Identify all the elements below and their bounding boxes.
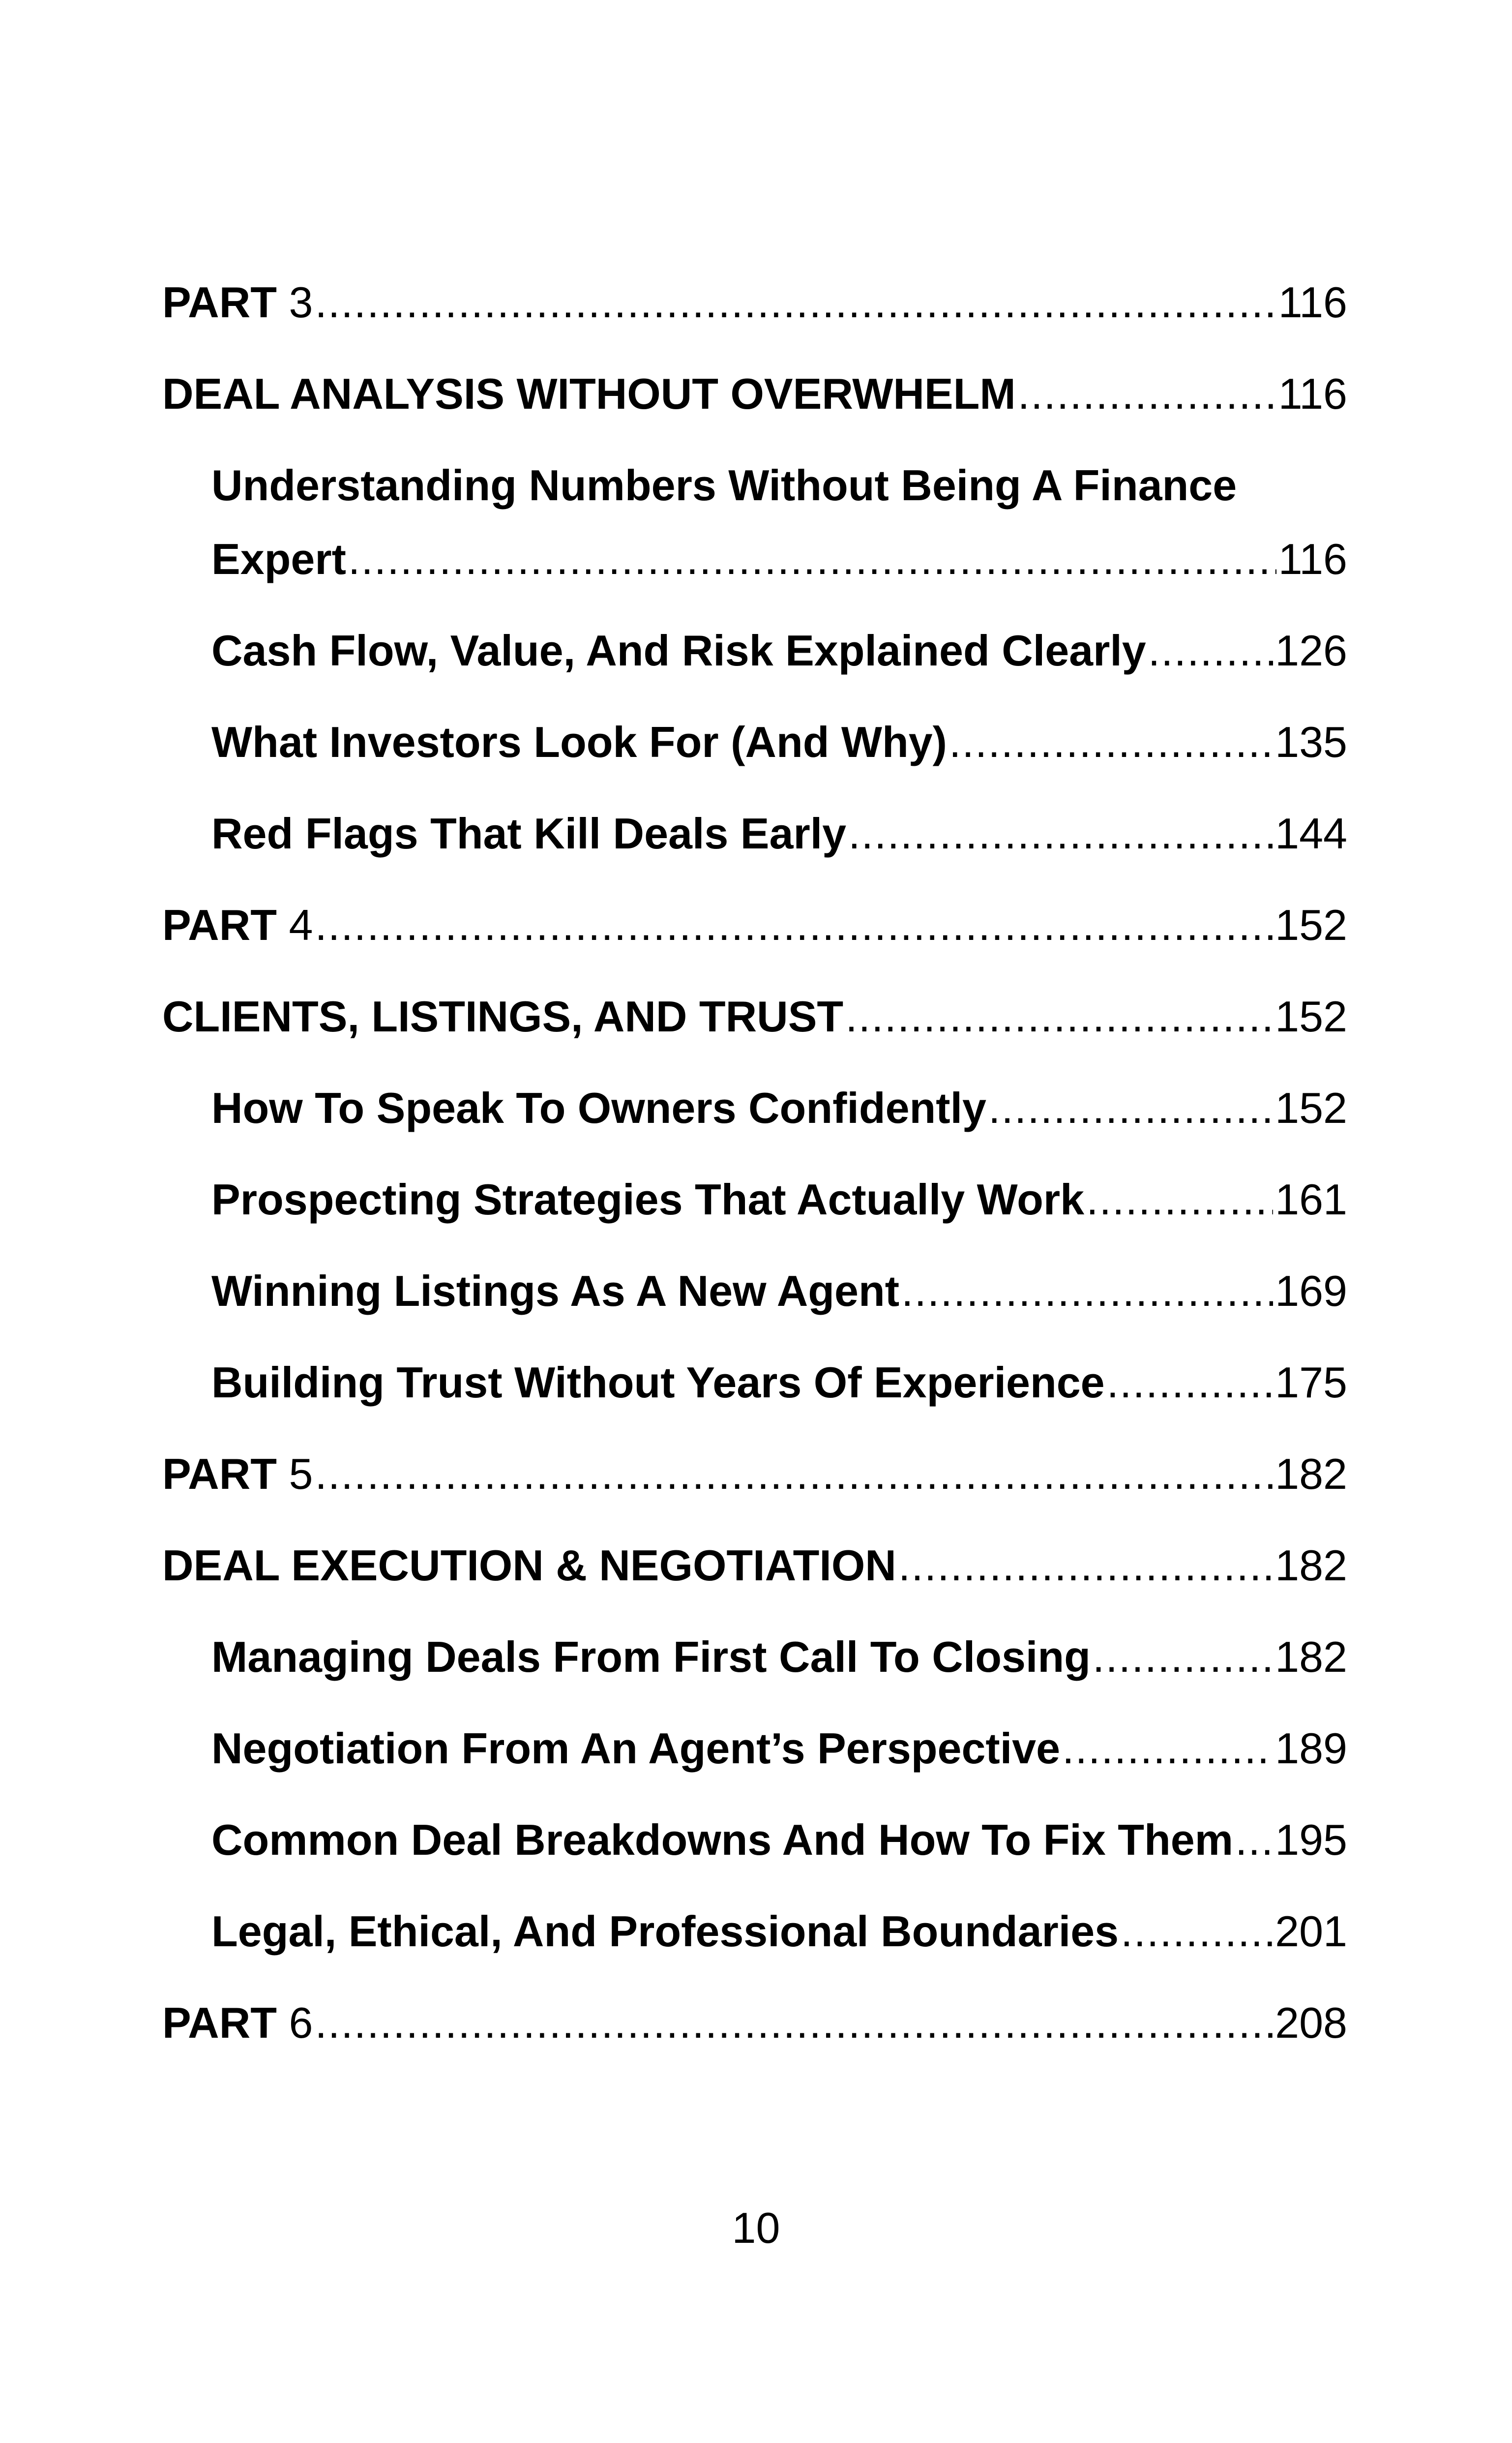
toc-page-number: 116 (1278, 278, 1347, 327)
dot-leader (898, 1529, 1273, 1602)
dot-leader (1107, 1346, 1274, 1419)
toc-page-number: 182 (1275, 1632, 1347, 1681)
toc-entry-title: Managing Deals From First Call To Closing (211, 1632, 1091, 1681)
toc-entry-title: Winning Listings As A New Agent (211, 1267, 900, 1315)
dot-leader (1093, 1620, 1273, 1694)
toc-entry-title: CLIENTS, LISTINGS, AND TRUST (162, 992, 844, 1041)
dot-leader (348, 522, 1276, 596)
toc-entry-deal-execution[interactable] (162, 1529, 1347, 1602)
toc-page-number: 126 (1275, 626, 1347, 675)
toc-page-number: 201 (1275, 1907, 1347, 1956)
table-of-contents (162, 266, 1347, 2078)
toc-page-number: 116 (1278, 369, 1347, 418)
toc-entry-prospecting[interactable] (211, 1163, 1347, 1237)
toc-entry-what-investors[interactable] (211, 705, 1347, 779)
toc-entry-red-flags[interactable] (211, 797, 1347, 871)
toc-entry-building-trust[interactable] (211, 1346, 1347, 1419)
toc-entry-winning-listings[interactable] (211, 1254, 1347, 1328)
toc-page-number: 195 (1275, 1815, 1347, 1864)
toc-entry-title: How To Speak To Owners Confidently (211, 1084, 986, 1132)
toc-entry-deal-analysis[interactable] (162, 357, 1347, 431)
toc-entry-negotiation[interactable] (211, 1712, 1347, 1785)
toc-page-number: 152 (1275, 992, 1347, 1041)
dot-leader (315, 1437, 1273, 1511)
dot-leader (848, 797, 1273, 871)
toc-entry-part-3[interactable] (162, 266, 1347, 339)
toc-entry-title: Red Flags That Kill Deals Early (211, 809, 847, 858)
toc-entry-title-line2: Expert (211, 535, 346, 583)
toc-page-number: 116 (1278, 535, 1347, 583)
dot-leader (1121, 1895, 1273, 1968)
toc-entry-title: Prospecting Strategies That Actually Work (211, 1175, 1085, 1224)
toc-entry-title: DEAL ANALYSIS WITHOUT OVERWHELM (162, 369, 1016, 418)
toc-entry-part-4[interactable] (162, 888, 1347, 962)
toc-page-number: 189 (1275, 1724, 1347, 1773)
dot-leader (901, 1254, 1273, 1328)
dot-leader (845, 980, 1273, 1054)
toc-entry-title: PART 4 (162, 901, 313, 949)
toc-entry-part-5[interactable] (162, 1437, 1347, 1511)
toc-entry-title: Cash Flow, Value, And Risk Explained Clearly (211, 626, 1146, 675)
page-number-footer: 10 (732, 2203, 780, 2252)
toc-entry-speak-to-owners[interactable] (211, 1071, 1347, 1145)
dot-leader (988, 1071, 1273, 1145)
toc-page-number: 208 (1275, 1998, 1347, 2047)
toc-entry-title: Common Deal Breakdowns And How To Fix Them (211, 1815, 1233, 1864)
toc-entry-title: Negotiation From An Agent’s Perspective (211, 1724, 1061, 1773)
dot-leader (315, 266, 1276, 339)
dot-leader (1018, 357, 1276, 431)
dot-leader (949, 705, 1273, 779)
dot-leader (315, 888, 1273, 962)
toc-entry-title: PART 5 (162, 1449, 313, 1498)
toc-entry-part-6[interactable] (162, 1986, 1347, 2060)
dot-leader (1062, 1712, 1273, 1785)
toc-entry-title-line1: Understanding Numbers Without Being A Finance (211, 461, 1237, 510)
toc-entry-deal-breakdowns[interactable] (211, 1803, 1347, 1877)
toc-entry-title: PART 6 (162, 1998, 313, 2047)
dot-leader (1086, 1163, 1273, 1237)
dot-leader (1235, 1803, 1273, 1877)
dot-leader (1148, 614, 1273, 688)
toc-page-number: 182 (1275, 1541, 1347, 1590)
toc-entry-managing-deals[interactable] (211, 1620, 1347, 1694)
toc-entry-understanding-numbers[interactable] (211, 449, 1347, 596)
toc-page-number: 152 (1275, 1084, 1347, 1132)
dot-leader (315, 1986, 1273, 2060)
toc-page-number: 169 (1275, 1267, 1347, 1315)
toc-page-number: 182 (1275, 1449, 1347, 1498)
toc-entry-title: What Investors Look For (And Why) (211, 718, 947, 766)
toc-page-number: 152 (1275, 901, 1347, 949)
toc-entry-clients-listings[interactable] (162, 980, 1347, 1054)
toc-page-number: 135 (1275, 718, 1347, 766)
toc-page-number: 161 (1275, 1175, 1347, 1224)
toc-entry-title: PART 3 (162, 278, 313, 327)
toc-entry-legal-ethical[interactable] (211, 1895, 1347, 1968)
toc-entry-title: DEAL EXECUTION & NEGOTIATION (162, 1541, 896, 1590)
toc-entry-title: Legal, Ethical, And Professional Boundaries (211, 1907, 1119, 1956)
toc-entry-title: Building Trust Without Years Of Experience (211, 1358, 1105, 1407)
toc-entry-cash-flow[interactable] (211, 614, 1347, 688)
toc-page-number: 144 (1275, 809, 1347, 858)
toc-page-number: 175 (1275, 1358, 1347, 1407)
